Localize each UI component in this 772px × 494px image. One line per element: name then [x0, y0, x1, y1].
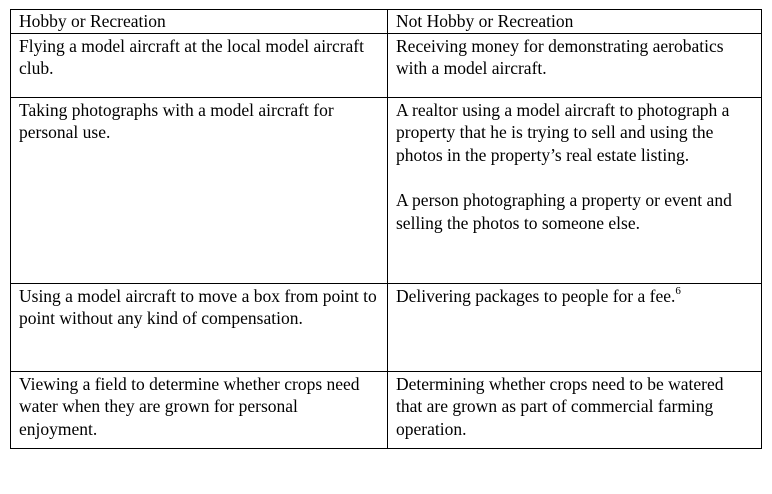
- hobby-cell: [11, 283, 388, 371]
- table-row: [11, 97, 762, 283]
- not-hobby-cell: [388, 283, 762, 371]
- cell-text: Using a model aircraft to move a box from point to point without any kind of compensation.: [19, 285, 377, 328]
- hobby-cell: [11, 33, 388, 97]
- cell-text: [396, 285, 753, 308]
- table-header-row: [11, 10, 762, 34]
- footnote-marker[interactable]: 6: [675, 284, 681, 297]
- hobby-cell: [11, 97, 388, 283]
- hobby-recreation-table: [10, 9, 762, 449]
- hobby-cell: [11, 371, 388, 448]
- not-hobby-cell: [388, 33, 762, 97]
- cell-text: Viewing a field to determine whether crops need water when they are grown for personal enjoyment.: [19, 373, 360, 439]
- cell-text: Taking photographs with a model aircraft for personal use.: [19, 99, 334, 142]
- not-hobby-cell: [388, 371, 762, 448]
- table-row: [11, 33, 762, 97]
- cell-text: A person photographing a property or event and selling the photos to someone else.: [396, 190, 732, 233]
- cell-text: Flying a model aircraft at the local model aircraft club.: [19, 35, 364, 78]
- not-hobby-cell: [388, 97, 762, 283]
- header-hobby: Hobby or Recreation: [11, 10, 388, 34]
- table-row: [11, 283, 762, 371]
- cell-text-main: Delivering packages to people for a fee.: [396, 285, 676, 306]
- cell-text: Determining whether crops need to be watered that are grown as part of commercial farming operation.: [396, 373, 724, 439]
- table-row: [11, 371, 762, 448]
- cell-text: A realtor using a model aircraft to photograph a property that he is trying to sell and using the photos in the property’s real estate listing.: [396, 99, 730, 165]
- cell-text: Receiving money for demonstrating aerobatics with a model aircraft.: [396, 35, 724, 78]
- header-not-hobby: Not Hobby or Recreation: [388, 10, 762, 34]
